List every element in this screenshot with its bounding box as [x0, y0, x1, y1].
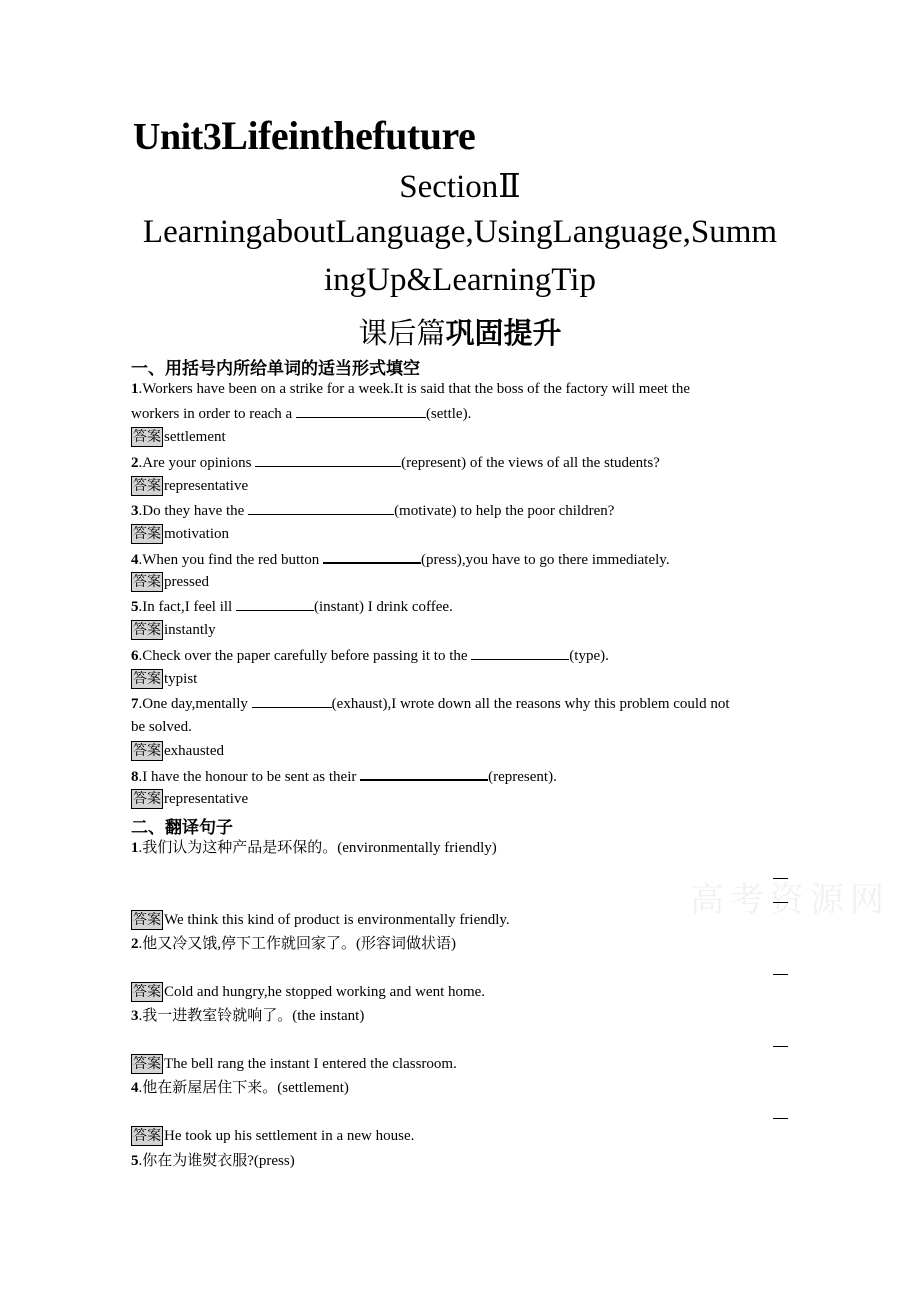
stage-title — [120, 311, 800, 352]
answer-7 — [131, 741, 224, 761]
translate-answer-4 — [131, 1126, 414, 1146]
translate-answer-3 — [131, 1054, 457, 1074]
question-number: 6 — [131, 648, 139, 664]
question-text: .When you find the red button — [138, 552, 324, 568]
answer-text: representative — [164, 478, 249, 494]
question-text: (represent) of the views of all the students? — [401, 455, 660, 471]
question-text: .Are your opinions — [138, 455, 256, 471]
question-number: 2 — [131, 455, 139, 471]
question-number: 1 — [131, 840, 139, 856]
unit-topic: Lifeinthefuture — [221, 113, 476, 158]
question-number: 8 — [131, 769, 139, 785]
question-text: (press),you have to go there immediately. — [421, 552, 670, 568]
answer-label: 答案 — [133, 743, 161, 759]
translate-4-prompt — [131, 1078, 349, 1098]
answer-1 — [131, 427, 226, 447]
question-number: 1 — [131, 381, 139, 397]
question-8 — [131, 765, 557, 787]
stage-title-light: 课后篇 — [358, 318, 446, 350]
answer-label: 答案 — [133, 622, 161, 638]
section-title: SectionⅡ — [399, 169, 521, 205]
question-text: .I have the honour to be sent as their — [138, 769, 361, 785]
answer-blank — [323, 548, 421, 564]
answer-text: exhausted — [164, 743, 224, 759]
question-text: .我们认为这种产品是环保的。(environmentally friendly) — [138, 840, 497, 856]
question-number: 7 — [131, 696, 139, 712]
question-3 — [131, 500, 614, 521]
answer-label: 答案 — [133, 429, 161, 445]
answer-5 — [131, 620, 216, 640]
answer-label: 答案 — [133, 791, 161, 807]
answer-label: 答案 — [133, 1128, 161, 1144]
answer-line — [773, 1118, 788, 1119]
answer-4 — [131, 572, 209, 592]
answer-line — [773, 878, 788, 879]
question-text: (instant) I drink coffee. — [313, 599, 453, 615]
answer-label: 答案 — [133, 984, 161, 1000]
answer-text: He took up his settlement in a new house. — [164, 1128, 415, 1144]
question-text: (settle). — [425, 406, 472, 422]
question-text: .我一进教室铃就响了。(the instant) — [138, 1008, 365, 1024]
question-text: (exhaust),I wrote down all the reasons why this problem could not — [331, 696, 730, 712]
unit-title — [133, 112, 475, 159]
answer-label: 答案 — [133, 671, 161, 687]
answer-text: motivation — [164, 526, 229, 542]
question-text: .One day,mentally — [138, 696, 252, 712]
question-number: 4 — [131, 552, 139, 568]
translate-3-prompt — [131, 1006, 364, 1026]
translate-1-prompt — [131, 838, 497, 858]
answer-8 — [131, 789, 248, 809]
answer-text: Cold and hungry,he stopped working and went home. — [164, 984, 486, 1000]
answer-label: 答案 — [133, 574, 161, 590]
question-number: 5 — [131, 599, 139, 615]
translate-answer-1 — [131, 910, 510, 930]
question-text: .Do they have the — [138, 503, 249, 519]
watermark: 高考资源网 — [690, 880, 890, 920]
answer-text: settlement — [164, 429, 226, 445]
question-text: .你在为谁熨衣服?(press) — [138, 1153, 295, 1169]
question-text: (represent). — [488, 769, 557, 785]
unit-number: Unit3 — [133, 116, 222, 158]
answer-text: typist — [164, 671, 198, 687]
subtitle-line-1: LearningaboutLanguage,UsingLanguage,Summ — [142, 214, 778, 250]
question-number: 3 — [131, 1008, 139, 1024]
answer-label: 答案 — [133, 1056, 161, 1072]
question-text: .In fact,I feel ill — [138, 599, 236, 615]
answer-blank — [471, 645, 569, 660]
answer-blank — [296, 403, 426, 418]
answer-text: instantly — [164, 622, 216, 638]
answer-text: The bell rang the instant I entered the classroom. — [164, 1056, 457, 1072]
question-text: .Check over the paper carefully before passing it to the — [138, 648, 472, 664]
question-text: .他在新屋居住下来。(settlement) — [138, 1080, 349, 1096]
question-5 — [131, 596, 453, 617]
translate-answer-2 — [131, 982, 485, 1002]
question-number: 3 — [131, 503, 139, 519]
question-text: (type). — [569, 648, 609, 664]
answer-blank — [255, 452, 401, 467]
answer-blank — [252, 693, 332, 708]
stage-title-bold: 巩固提升 — [445, 318, 562, 350]
subtitle-line-2: ingUp&LearningTip — [324, 262, 596, 298]
question-2 — [131, 452, 660, 473]
translate-2-prompt — [131, 934, 456, 954]
question-text: .Workers have been on a strike for a week.It is said that the boss of the factory will meet the — [138, 381, 691, 397]
answer-text: representative — [164, 791, 249, 807]
answer-label: 答案 — [133, 478, 161, 494]
question-7-line-2: be solved. — [131, 719, 192, 735]
answer-blank — [248, 500, 394, 515]
translate-5-prompt — [131, 1151, 295, 1171]
question-text: (motivate) to help the poor children? — [394, 503, 615, 519]
answer-blank — [360, 765, 488, 781]
question-number: 5 — [131, 1153, 139, 1169]
answer-3 — [131, 524, 229, 544]
answer-2 — [131, 476, 248, 496]
answer-blank — [236, 596, 314, 611]
question-number: 4 — [131, 1080, 139, 1096]
question-text: workers in order to reach a — [131, 406, 296, 422]
question-6 — [131, 645, 609, 666]
question-1-line-2 — [131, 403, 471, 424]
question-4 — [131, 548, 670, 570]
part1-heading: 一、用括号内所给单词的适当形式填空 — [131, 359, 420, 379]
answer-label: 答案 — [133, 912, 161, 928]
question-1-line-1 — [131, 379, 690, 399]
part2-heading: 二、翻译句子 — [131, 818, 233, 838]
question-text: .他又冷又饿,停下工作就回家了。(形容词做状语) — [138, 936, 456, 952]
answer-line — [773, 1046, 788, 1047]
answer-text: We think this kind of product is environmentally friendly. — [164, 912, 510, 928]
answer-6 — [131, 669, 197, 689]
question-number: 2 — [131, 936, 139, 952]
answer-line — [773, 902, 788, 903]
answer-text: pressed — [164, 574, 209, 590]
question-7-line-1 — [131, 693, 730, 714]
answer-label: 答案 — [133, 526, 161, 542]
answer-line — [773, 974, 788, 975]
